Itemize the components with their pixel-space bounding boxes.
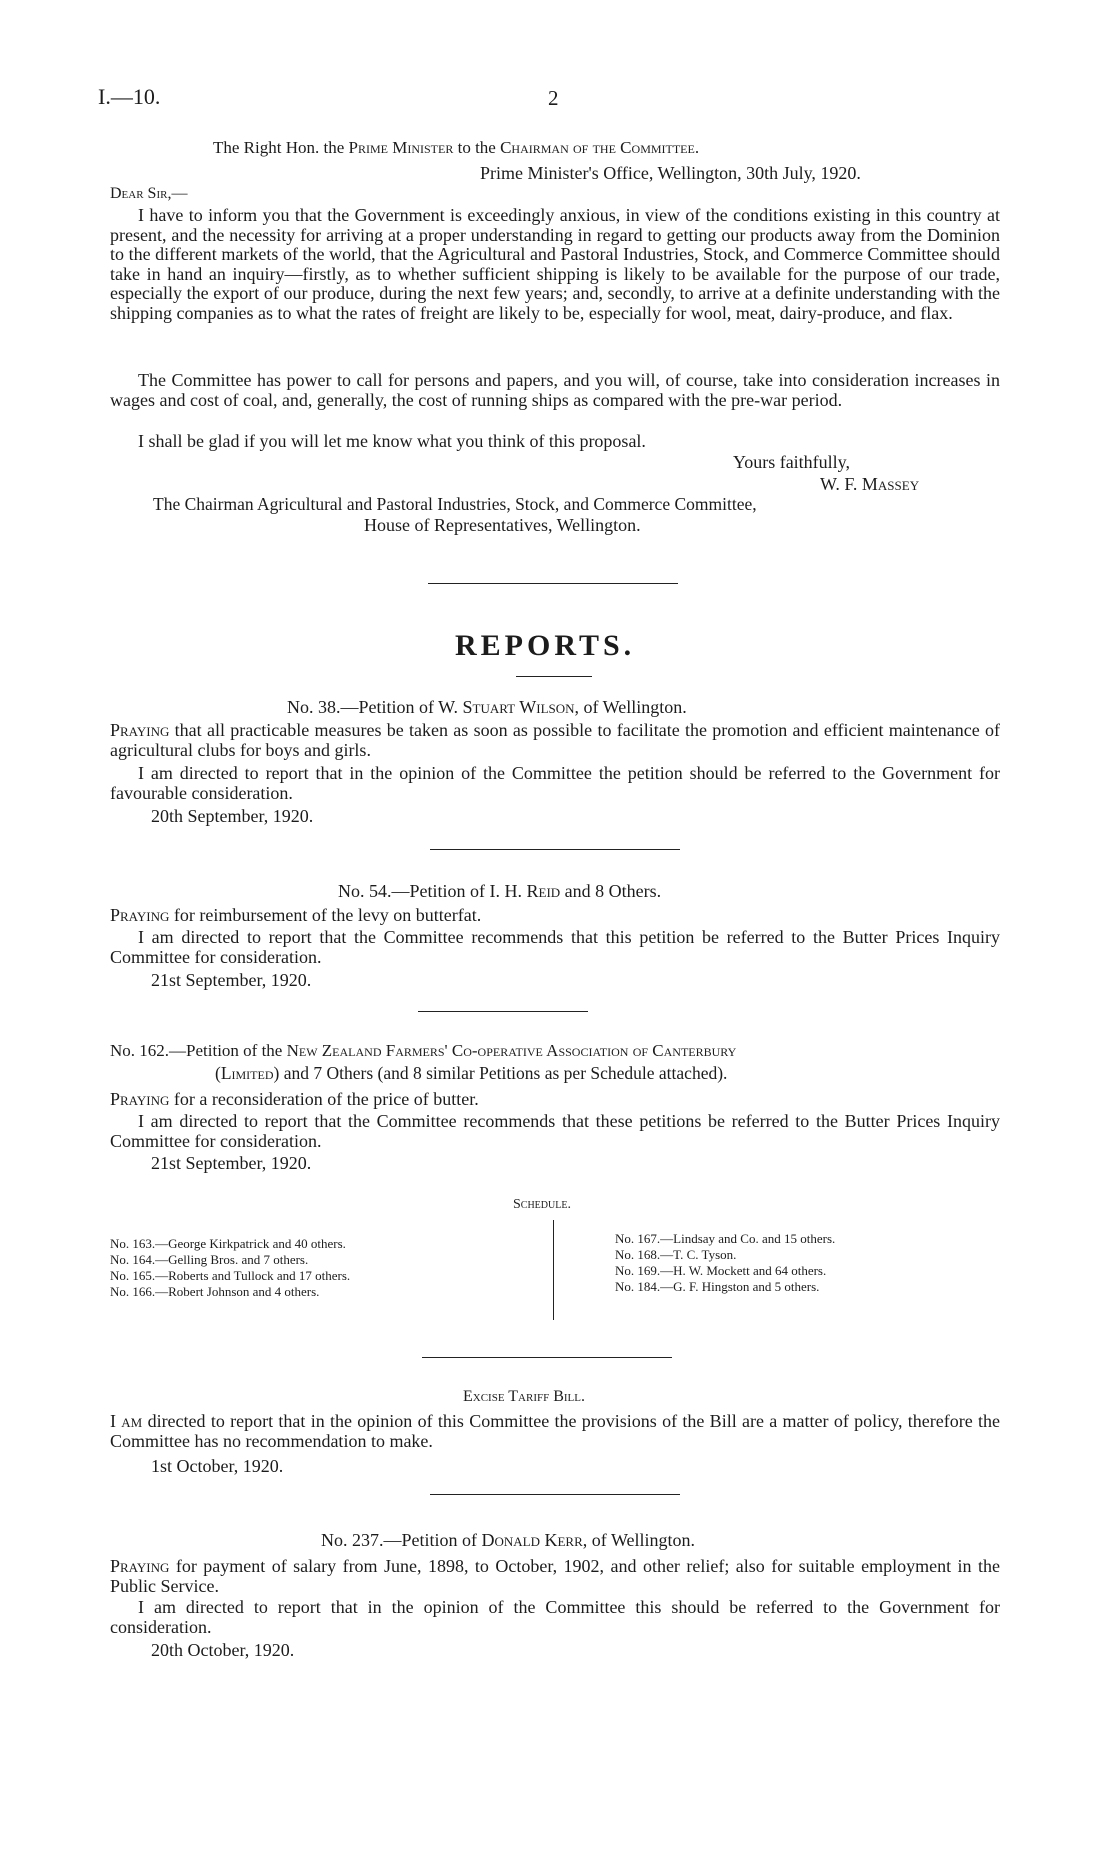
- divider: [430, 1494, 680, 1495]
- report-date-38: 20th September, 1920.: [151, 806, 314, 826]
- schedule-entry: No. 168.—T. C. Tyson.: [615, 1247, 737, 1262]
- praying-text: for a reconsideration of the price of butter.: [173, 1089, 479, 1109]
- title-underline: [516, 676, 592, 677]
- report-directed-38: I am directed to report that in the opinion of the Committee the petition should be referred to the Government for favourable consideration.: [110, 763, 1000, 803]
- schedule-right-column: [615, 1231, 835, 1295]
- divider: [430, 849, 680, 850]
- report-body-excise: [110, 1412, 1000, 1451]
- report-lead: I am: [110, 1411, 143, 1431]
- letter-paragraph-3: I shall be glad if you will let me know what you think of this proposal.: [138, 431, 646, 451]
- letter-addressee-line1: The Chairman Agricultural and Pastoral Industries, Stock, and Commerce Committee,: [153, 494, 757, 514]
- report-heading-suffix: , of Wellington.: [582, 1530, 695, 1550]
- report-date-54: 21st September, 1920.: [151, 970, 312, 990]
- report-petitioner: Donald Kerr: [481, 1530, 583, 1550]
- letter-from: Prime Minister: [348, 138, 454, 157]
- schedule-title: Schedule.: [513, 1197, 571, 1212]
- letter-paragraph-1: I have to inform you that the Government is exceedingly anxious, in view of the conditions existing in this country at present, and the necessity for arriving at a proper understanding in regard to getting our products away from the Dominion to the different markets of the world, that the Agricultural and Pastoral Industries, Stock, and Commerce Committee should take in hand an inquiry—firstly, as to whether sufficient shipping is likely to be available for the purpose of our trade, especially the export of our produce, during the next few years; and, secondly, to arrive at a definite understanding with the shipping companies as to what the rates of freight are likely to be, especially for wool, meat, dairy-produce, and flax.: [110, 205, 1000, 323]
- report-date-excise: 1st October, 1920.: [151, 1456, 284, 1476]
- report-heading-prefix: No. 237.—Petition of: [321, 1530, 477, 1550]
- report-date-162: 21st September, 1920.: [151, 1153, 312, 1173]
- report-heading-excise: Excise Tariff Bill.: [463, 1388, 585, 1405]
- report-petitioner-suffix: (Limited): [215, 1063, 280, 1083]
- praying-label: Praying: [110, 1089, 170, 1109]
- report-petitioner: Stuart Wilson: [462, 697, 575, 717]
- divider: [428, 583, 678, 584]
- report-praying-38: [110, 721, 1000, 760]
- report-heading-237: [321, 1530, 695, 1550]
- schedule-entry: No. 165.—Roberts and Tullock and 17 others.: [110, 1268, 351, 1283]
- letter-paragraph-2: The Committee has power to call for persons and papers, and you will, of course, take into consideration increases in wages and cost of coal, and, generally, the cost of running ships as compared with the pre-war period.: [110, 370, 1000, 410]
- divider: [418, 1011, 588, 1012]
- report-heading-54: [338, 881, 661, 901]
- report-heading-162: [110, 1041, 736, 1061]
- letter-to: Chairman of the Committee.: [500, 138, 700, 157]
- report-heading-38: [287, 697, 687, 717]
- schedule-entry: No. 164.—Gelling Bros. and 7 others.: [110, 1252, 309, 1267]
- doc-reference: I.—10.: [98, 84, 161, 109]
- report-praying-237: [110, 1557, 1000, 1596]
- schedule-entry: No. 166.—Robert Johnson and 4 others.: [110, 1284, 320, 1299]
- report-directed-237: I am directed to report that in the opinion of the Committee this should be referred to the Government for consideration.: [110, 1597, 1000, 1637]
- report-directed-162: I am directed to report that the Committee recommends that these petitions be referred to the Butter Prices Inquiry Committee for consideration.: [110, 1111, 1000, 1151]
- letter-heading-prefix: The Right Hon. the: [213, 138, 345, 157]
- report-heading-suffix: and 8 Others.: [560, 881, 662, 901]
- praying-label: Praying: [110, 905, 170, 925]
- letter-salutation: Dear Sir,—: [110, 185, 188, 202]
- report-date-237: 20th October, 1920.: [151, 1640, 295, 1660]
- report-praying-54: [110, 906, 1000, 926]
- schedule-entry: No. 167.—Lindsay and Co. and 15 others.: [615, 1231, 836, 1246]
- report-heading-prefix: No. 162.—Petition of the: [110, 1041, 283, 1060]
- praying-label: Praying: [110, 720, 170, 740]
- schedule-left-column: [110, 1236, 350, 1300]
- report-heading-prefix: No. 38.—Petition of W.: [287, 697, 459, 717]
- report-text: directed to report that in the opinion of this Committee the provisions of the Bill are a matter of policy, therefore the Committee has no recommendation to make.: [110, 1411, 1000, 1451]
- letter-closing: Yours faithfully,: [733, 452, 851, 472]
- report-petitioner: New Zealand Farmers' Co-operative Association of Canterbury: [286, 1041, 737, 1060]
- praying-text: that all practicable measures be taken as soon as possible to facilitate the promotion and efficient maintenance of agricultural clubs for boys and girls.: [110, 720, 1001, 760]
- praying-text: for payment of salary from June, 1898, to October, 1902, and other relief; also for suitable employment in the Public Service.: [110, 1556, 1000, 1596]
- schedule-column-divider: [553, 1220, 554, 1320]
- letter-addressee-line2: House of Representatives, Wellington.: [364, 515, 641, 535]
- letter-heading: [213, 138, 699, 158]
- report-praying-162: [110, 1090, 1000, 1110]
- reports-title: REPORTS.: [455, 629, 636, 662]
- praying-label: Praying: [110, 1556, 170, 1576]
- letter-signature: W. F. Massey: [820, 474, 920, 494]
- praying-text: for reimbursement of the levy on butterfat.: [173, 905, 482, 925]
- report-heading-162-line2: [215, 1063, 727, 1084]
- report-directed-54: I am directed to report that the Committee recommends that this petition be referred to the Butter Prices Inquiry Committee for consideration.: [110, 927, 1000, 967]
- letter-to-word: to the: [457, 138, 496, 157]
- report-heading-suffix: , of Wellington.: [574, 697, 687, 717]
- schedule-entry: No. 184.—G. F. Hingston and 5 others.: [615, 1279, 820, 1294]
- page-number: 2: [548, 86, 559, 110]
- divider: [422, 1357, 672, 1358]
- report-heading-prefix: No. 54.—Petition of I. H.: [338, 881, 522, 901]
- schedule-entry: No. 163.—George Kirkpatrick and 40 others.: [110, 1236, 346, 1251]
- report-heading-suffix: and 7 Others (and 8 similar Petitions as per Schedule attached).: [279, 1063, 728, 1083]
- report-petitioner: Reid: [526, 881, 561, 901]
- schedule-entry: No. 169.—H. W. Mockett and 64 others.: [615, 1263, 827, 1278]
- letter-place-date: Prime Minister's Office, Wellington, 30th July, 1920.: [480, 163, 861, 183]
